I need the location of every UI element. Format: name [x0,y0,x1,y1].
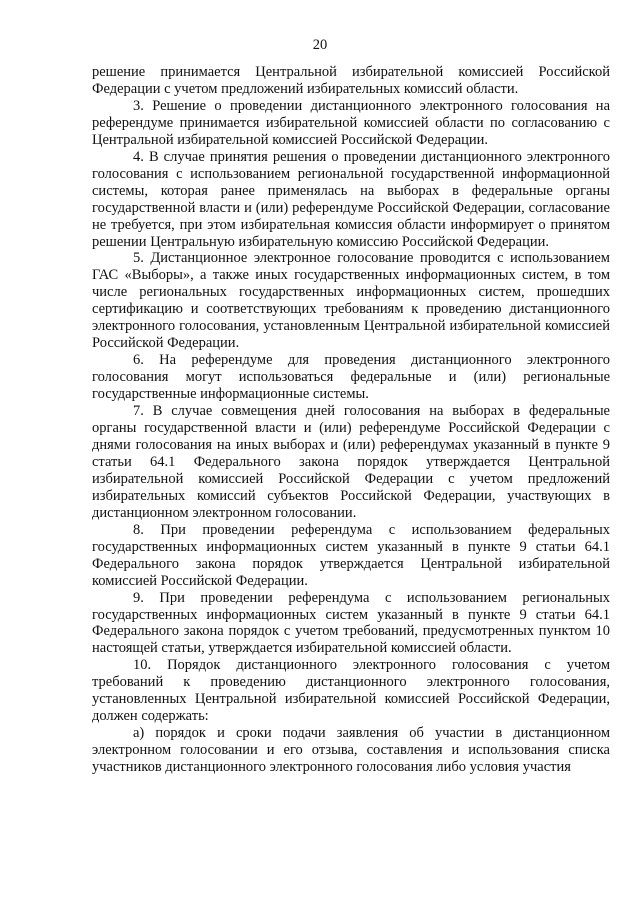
document-body [92,64,610,776]
paragraph-5: 5. Дистанционное электронное голосование проводится с использованием ГАС «Выборы», а также иных государственных информационных систем, в том числе региональных государственных информационных систем, прошедших сертификацию и соответствующих требованиям к проведению дистанционного электронного голосования, установленным Центральной избирательной комиссией Российской Федерации. [92,250,610,352]
paragraph-10a: а) порядок и сроки подачи заявления об участии в дистанционном электронном голосовании и его отзыва, составления и использования списка участников дистанционного электронного голосования либо условия участия [92,725,610,776]
paragraph-4: 4. В случае принятия решения о проведении дистанционного электронного голосования с использованием региональной государственной информационной системы, которая ранее применялась на выборах в федеральные органы государственной власти и (или) референдуме Российской Федерации, согласование не требуется, при этом избирательная комиссия области информирует о принятом решении Центральную избирательную комиссию Российской Федерации. [92,148,610,250]
paragraph-8: 8. При проведении референдума с использованием федеральных государственных информационных систем указанный в пункте 9 статьи 64.1 Федерального закона порядок утверждается Центральной избирательной комиссией Российской Федерации. [92,521,610,589]
paragraph-7: 7. В случае совмещения дней голосования на выборах в федеральные органы государственной власти и (или) референдуме Российской Федерации с днями голосования на иных выборах и (или) референдумах указанный в пункте 9 статьи 64.1 Федерального закона порядок утверждается Центральной избирательной комиссией Российской Федерации с учетом предложений избирательных комиссий субъектов Российской Федерации, участвующих в дистанционном электронном голосовании. [92,403,610,521]
paragraph-9: 9. При проведении референдума с использованием региональных государственных информационных систем указанный в пункте 9 статьи 64.1 Федерального закона порядок с учетом требований, предусмотренных пунктом 10 настоящей статьи, утверждается избирательной комиссией области. [92,589,610,657]
paragraph-6: 6. На референдуме для проведения дистанционного электронного голосования могут использоваться федеральные и (или) региональные государственные информационные системы. [92,352,610,403]
paragraph-3: 3. Решение о проведении дистанционного электронного голосования на референдуме принимается избирательной комиссией области по согласованию с Центральной избирательной комиссией Российской Федерации. [92,97,610,148]
page-number: 20 [312,37,328,53]
paragraph-continuation: решение принимается Центральной избирательной комиссией Российской Федерации с учетом предложений избирательных комиссий области. [92,64,610,97]
paragraph-10: 10. Порядок дистанционного электронного голосования с учетом требований к проведению дистанционного электронного голосования, установленных Центральной избирательной комиссией Российской Федерации, должен содержать: [92,657,610,725]
